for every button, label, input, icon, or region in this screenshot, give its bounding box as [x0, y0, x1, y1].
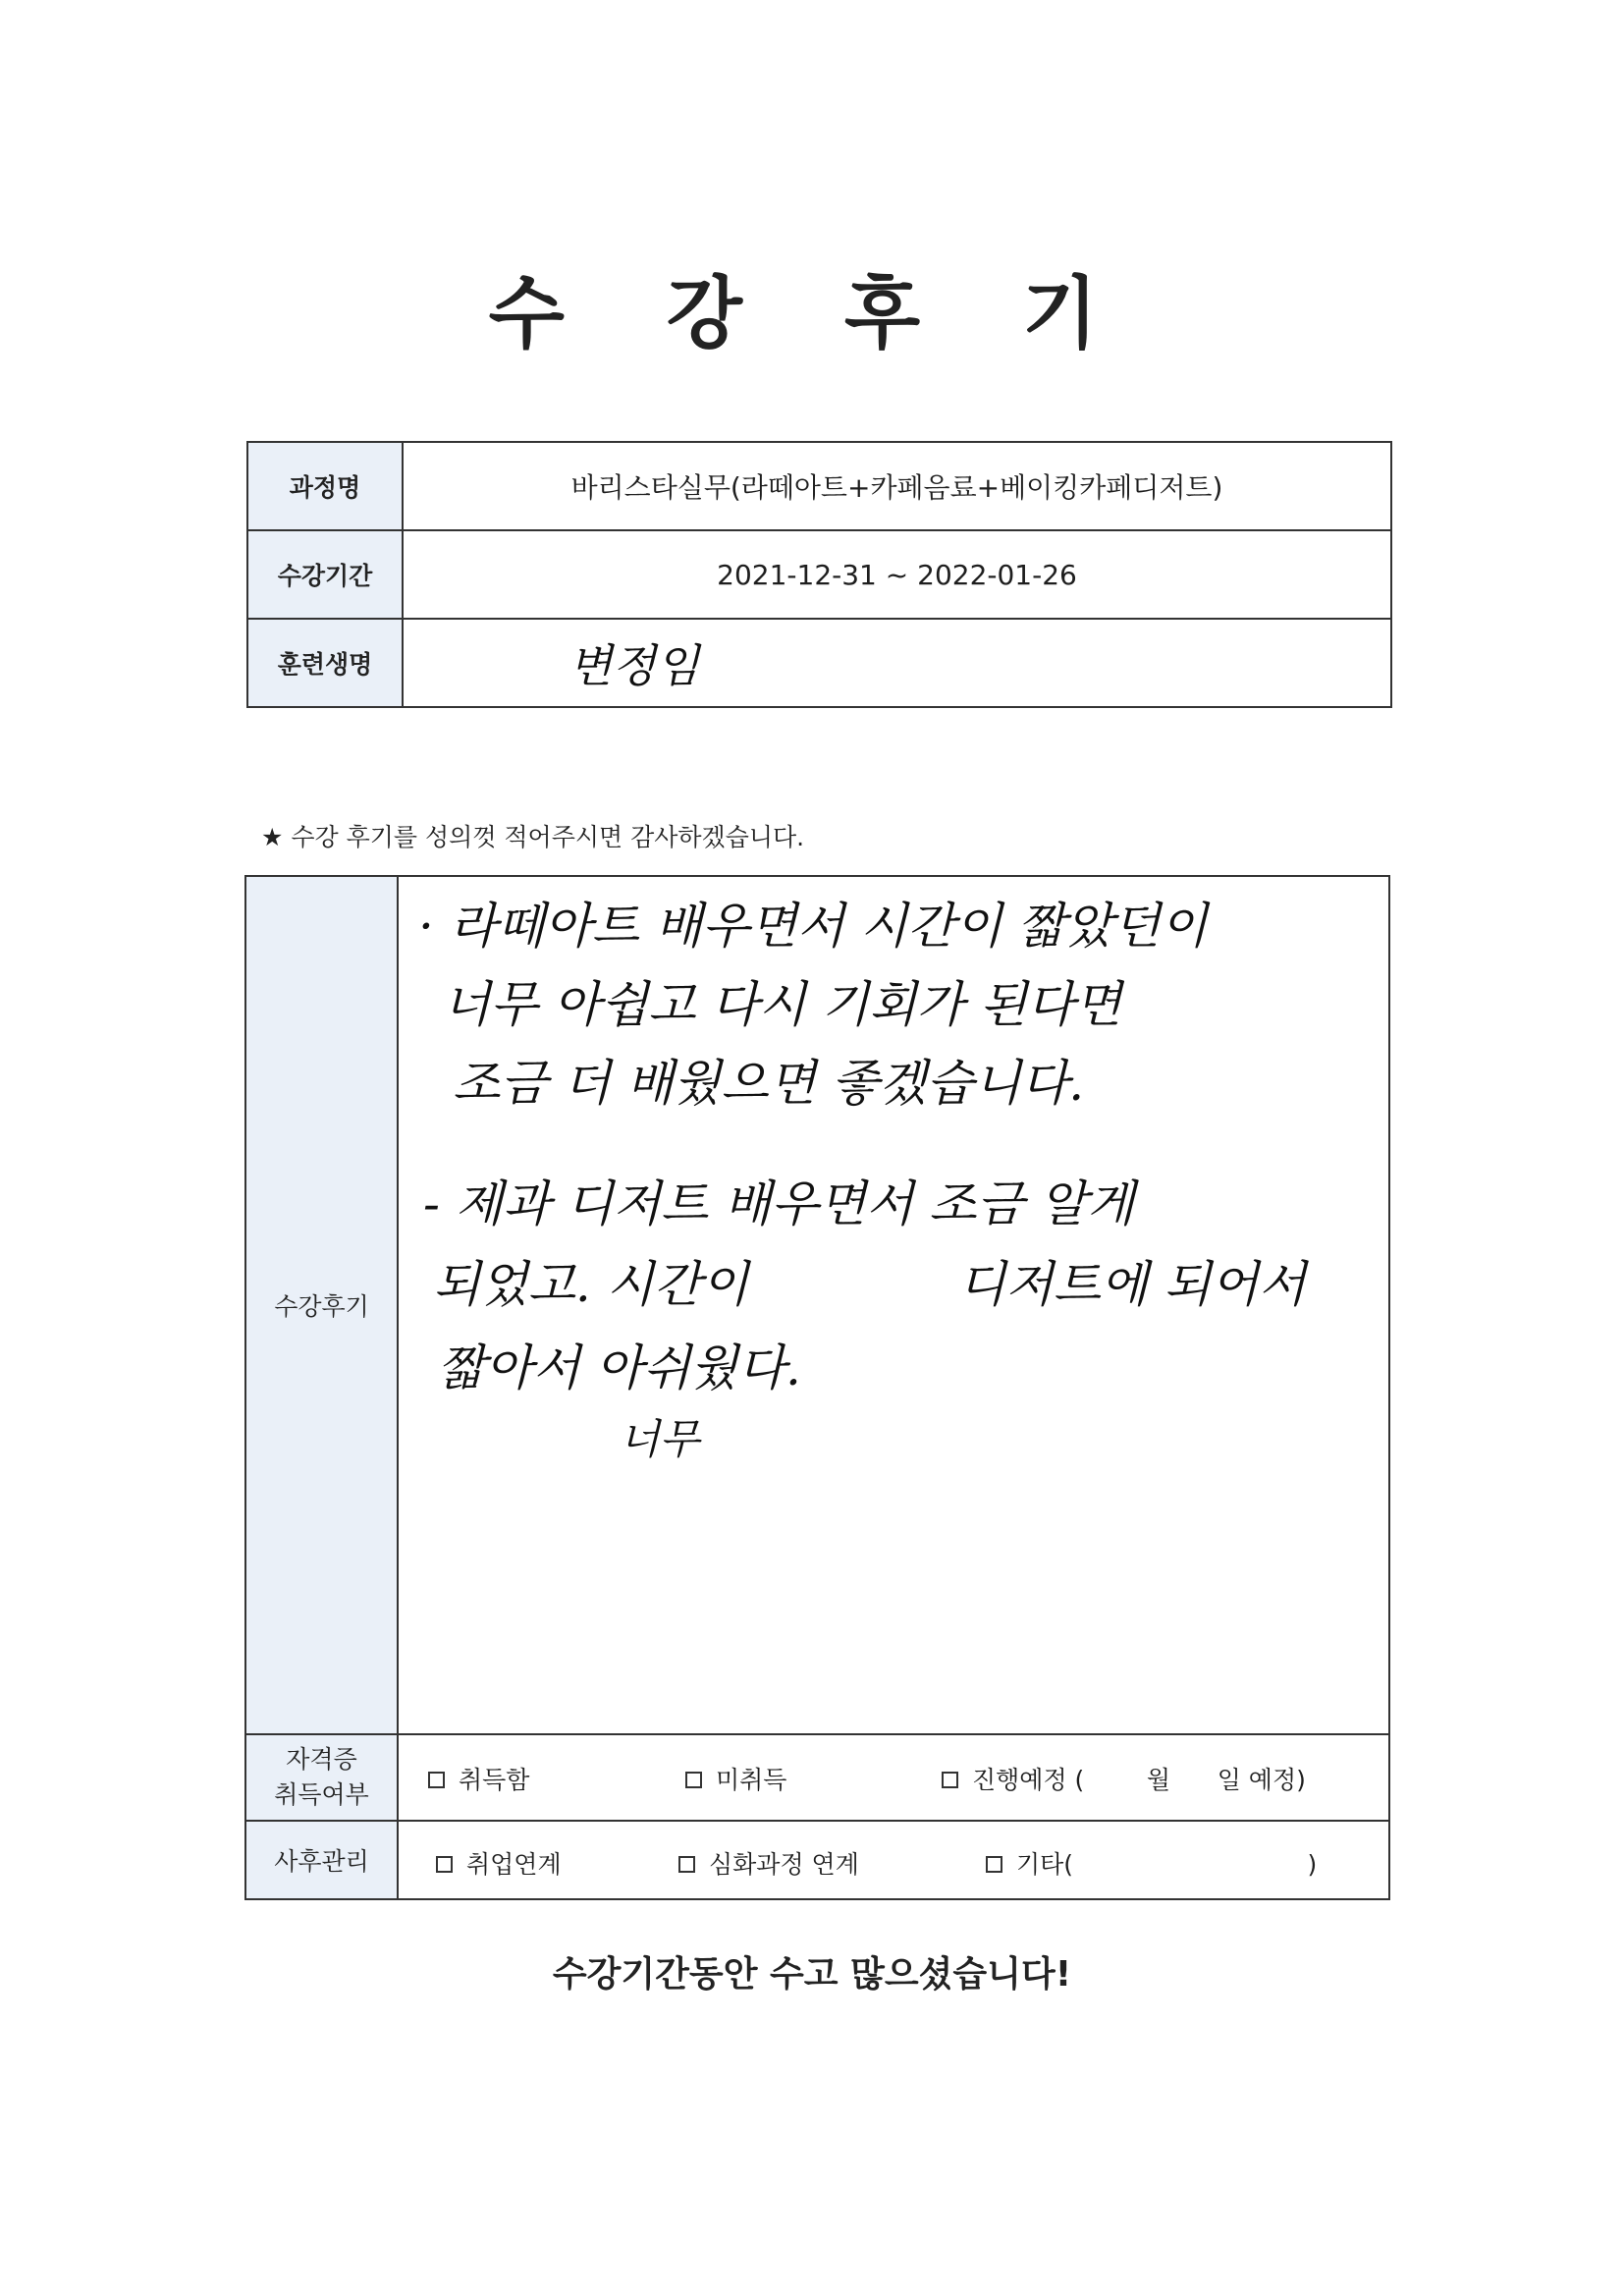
certificate-options: [398, 1734, 1389, 1821]
trainee-signature: 변정임: [568, 639, 700, 692]
course-value: 바리스타실무(라떼아트+카페음료+베이킹카페디저트): [403, 442, 1391, 530]
review-line-4: - 제과 디저트 배우면서 조금 알게: [423, 1175, 1135, 1232]
trainee-label: 훈련생명: [247, 619, 403, 707]
trainee-cell: [403, 619, 1391, 707]
closing-message: 수강기간동안 수고 많으셨습니다!: [552, 1954, 1072, 1995]
option-other-label: 기타( ): [1016, 1850, 1318, 1879]
review-line-1: · 라떼아트 배우면서 시간이 짧았던이: [418, 898, 1208, 955]
checkbox-icon[interactable]: [942, 1772, 958, 1788]
review-line-7: 짧아서 아쉬웠다.: [438, 1339, 801, 1396]
checkbox-icon[interactable]: [436, 1856, 453, 1873]
review-line-8: 너무: [620, 1415, 700, 1463]
option-not-obtained[interactable]: [685, 1761, 786, 1796]
trainee-row: [247, 619, 1391, 707]
option-job-link[interactable]: [436, 1845, 562, 1881]
certificate-label-line1: 자격증: [286, 1745, 357, 1774]
followup-label: 사후관리: [245, 1821, 398, 1899]
followup-options: [398, 1821, 1389, 1899]
option-in-progress[interactable]: [942, 1761, 1306, 1796]
review-row: [245, 876, 1389, 1734]
review-label: 수강후기: [245, 876, 398, 1734]
review-content[interactable]: [398, 876, 1389, 1734]
option-in-progress-label: 진행예정 ( 월 일 예정): [972, 1766, 1306, 1794]
course-label: 과정명: [247, 442, 403, 530]
review-line-6: 디저트에 되어서: [958, 1256, 1306, 1313]
checkbox-icon[interactable]: [685, 1772, 702, 1788]
certificate-label-line2: 취득여부: [274, 1780, 369, 1809]
course-row: [247, 442, 1391, 530]
certificate-row: [245, 1734, 1389, 1821]
period-label: 수강기간: [247, 530, 403, 619]
review-table: [244, 875, 1390, 1900]
checkbox-icon[interactable]: [678, 1856, 695, 1873]
page-title: 수 강 후 기: [488, 268, 1136, 359]
option-advanced-course-label: 심화과정 연계: [709, 1850, 859, 1879]
instruction-note: ★ 수강 후기를 성의껏 적어주시면 감사하겠습니다.: [261, 823, 805, 851]
option-not-obtained-label: 미취득: [716, 1766, 787, 1794]
option-other[interactable]: [986, 1845, 1317, 1881]
followup-row: [245, 1821, 1389, 1899]
review-line-5: 되었고. 시간이: [433, 1256, 749, 1313]
period-row: [247, 530, 1391, 619]
option-obtained[interactable]: [428, 1761, 529, 1796]
review-line-3: 조금 더 배웠으면 좋겠습니다.: [453, 1055, 1085, 1112]
option-job-link-label: 취업연계: [466, 1850, 562, 1879]
period-value: 2021-12-31 ~ 2022-01-26: [403, 530, 1391, 619]
option-obtained-label: 취득함: [459, 1766, 530, 1794]
review-line-2: 너무 아쉽고 다시 기회가 된다면: [443, 976, 1122, 1033]
option-advanced-course[interactable]: [678, 1845, 859, 1881]
certificate-label: [245, 1734, 398, 1821]
course-info-table: [246, 441, 1392, 708]
checkbox-icon[interactable]: [428, 1772, 445, 1788]
checkbox-icon[interactable]: [986, 1856, 1002, 1873]
